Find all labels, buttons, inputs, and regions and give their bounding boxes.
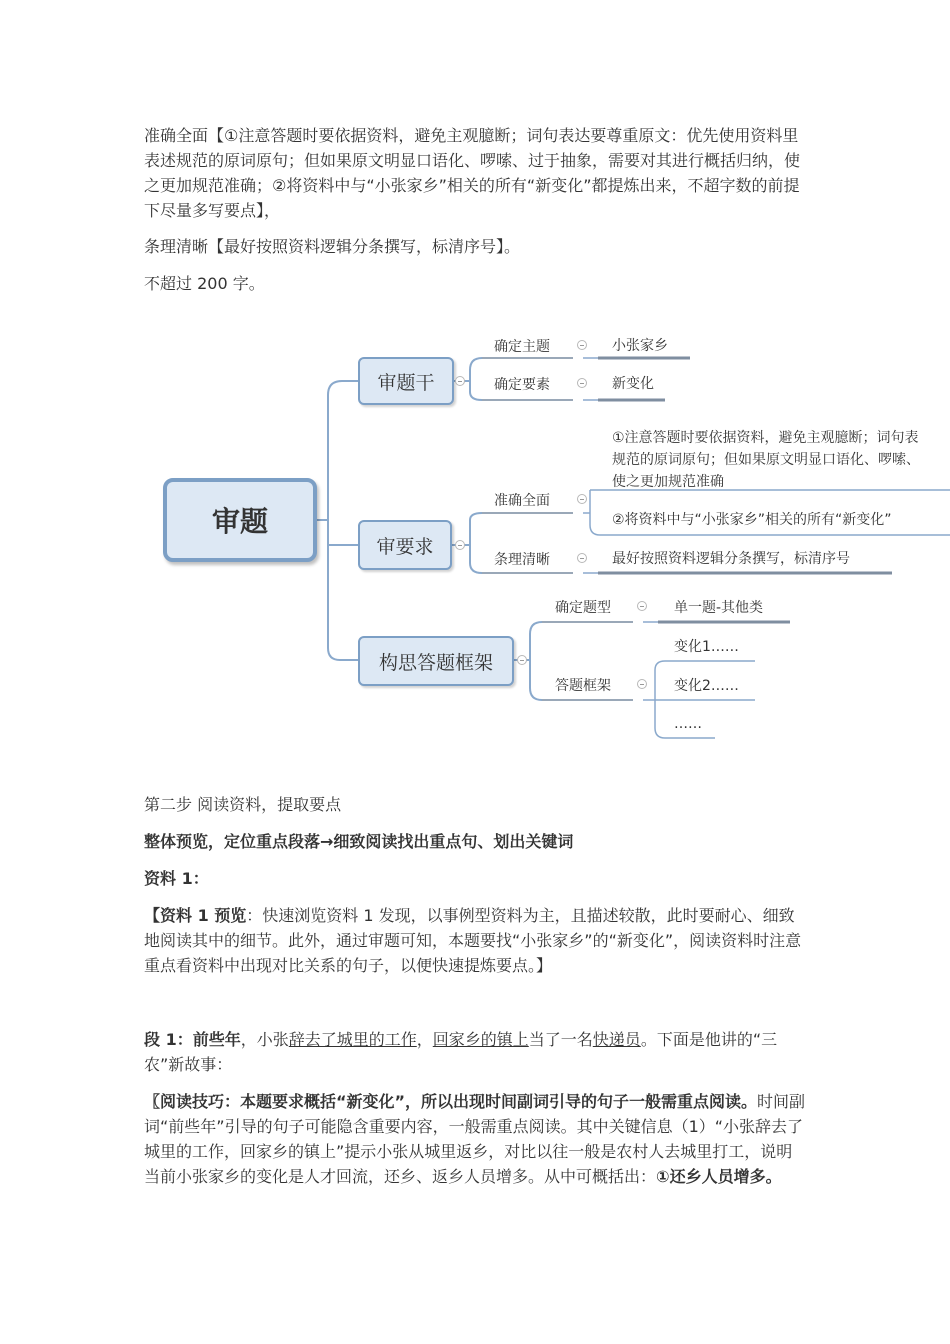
step2-subtitle: 整体预览，定位重点段落→细致阅读找出重点句、划出关键词 [144, 832, 574, 851]
paragraph-1-text: 。下面是他讲的“三农”新故事： [144, 1030, 778, 1074]
paragraph-1 [144, 1027, 808, 1077]
collapse-icon[interactable] [517, 655, 527, 665]
collapse-icon[interactable] [577, 553, 587, 563]
label-answer-framework: 答题框架 [555, 678, 611, 694]
value-question-type: 单一题-其他类 [674, 600, 764, 616]
paragraph-1-label: 段 1：前些年 [144, 1030, 241, 1049]
step2-title: 第二步 阅读资料，提取要点 [144, 795, 342, 814]
label-clear-structure: 条理清晰 [494, 552, 550, 568]
label-question-type: 确定题型 [555, 600, 611, 616]
label-determine-elements: 确定要素 [494, 377, 550, 393]
value-accuracy-line-2: 规范的原词原句；但如果原文明显口语化、啰嗦、 [612, 452, 920, 468]
collapse-icon[interactable] [455, 376, 465, 386]
mind-map-root: 审题 [163, 478, 317, 562]
accuracy-text: ①注意答题时要依据资料，避免主观臆断；词句表达要尊重原文：优先使用资料里表述规范的原词原句；但如果原文明显口语化、啰嗦、过于抽象，需要对其进行概括归纳，使之更加规范准确；②将资料中与“小张家乡”相关的所有“新变化”都提炼出来，不超字数的前提下尽量多写要点 [144, 126, 801, 220]
collapse-icon[interactable] [577, 340, 587, 350]
value-ellipsis: …… [674, 716, 702, 732]
label-determine-topic: 确定主题 [494, 339, 550, 355]
underlined-phrase: 辞去了城里的工作 [288, 1030, 417, 1049]
underlined-phrase: 快递员 [592, 1030, 641, 1049]
intro-paragraph-limit: 不超过 200 字。 [144, 274, 265, 293]
reading-tip [144, 1089, 808, 1189]
node-review-requirements: 审要求 [358, 520, 452, 570]
paragraph-1-text: ， [416, 1030, 433, 1049]
collapse-icon[interactable] [577, 494, 587, 504]
material-preview [144, 903, 808, 978]
accuracy-label: 准确全面【 [144, 126, 225, 145]
paragraph-1-text: ，小张 [240, 1030, 289, 1049]
material-label: 资料 1： [144, 869, 209, 888]
value-change-2: 变化2…… [674, 678, 739, 694]
value-accuracy-line-4: ②将资料中与“小张家乡”相关的所有“新变化” [612, 512, 892, 528]
label-accurate-complete: 准确全面 [494, 493, 550, 509]
tip-conclusion: ①还乡人员增多。 [656, 1167, 782, 1186]
value-accuracy-line-3: 使之更加规范准确 [612, 474, 724, 490]
collapse-icon[interactable] [637, 601, 647, 611]
preview-label: 【资料 1 预览 [144, 906, 247, 925]
value-change-1: 变化1…… [674, 639, 739, 655]
collapse-icon[interactable] [637, 679, 647, 689]
value-accuracy-line-1: ①注意答题时要依据资料，避免主观臆断；词句表 [612, 430, 919, 446]
node-answer-framework: 构思答题框架 [358, 636, 514, 686]
collapse-icon[interactable] [455, 540, 465, 550]
node-review-stem: 审题干 [358, 357, 454, 405]
accuracy-end: 】， [256, 201, 281, 220]
tip-text: 时间副词“前些年”引导的句子可能隐含重要内容，一般需重点阅读。其中关键信息（1）“小张辞去了城里的工作，回家乡的镇上”提示小张从城里返乡，对比以往一般是农村人去城里打工，说明当前小张家乡的变化是人才回流，还乡、返乡人员增多。从中可概括出： [144, 1092, 806, 1186]
intro-paragraph-clarity: 条理清晰【最好按照资料逻辑分条撰写，标清序号】。 [144, 237, 521, 256]
value-elements: 新变化 [612, 376, 654, 392]
underlined-phrase: 回家乡的镇上 [432, 1030, 529, 1049]
collapse-icon[interactable] [577, 378, 587, 388]
paragraph-1-text: 当了一名 [528, 1030, 593, 1049]
value-structure: 最好按照资料逻辑分条撰写，标清序号 [612, 551, 850, 567]
tip-heading: 〖阅读技巧：本题要求概括“新变化”，所以出现时间副词引导的句子一般需重点阅读。 [144, 1092, 758, 1111]
value-topic: 小张家乡 [612, 338, 668, 354]
preview-text: ：快速浏览资料 1 发现，以事例型资料为主，且描述较散，此时要耐心、细致地阅读其中的细节。此外，通过审题可知，本题要找“小张家乡”的“新变化”，阅读资料时注意重点看资料中出现对比关系的句子，以便快速提炼要点。】 [144, 906, 802, 975]
